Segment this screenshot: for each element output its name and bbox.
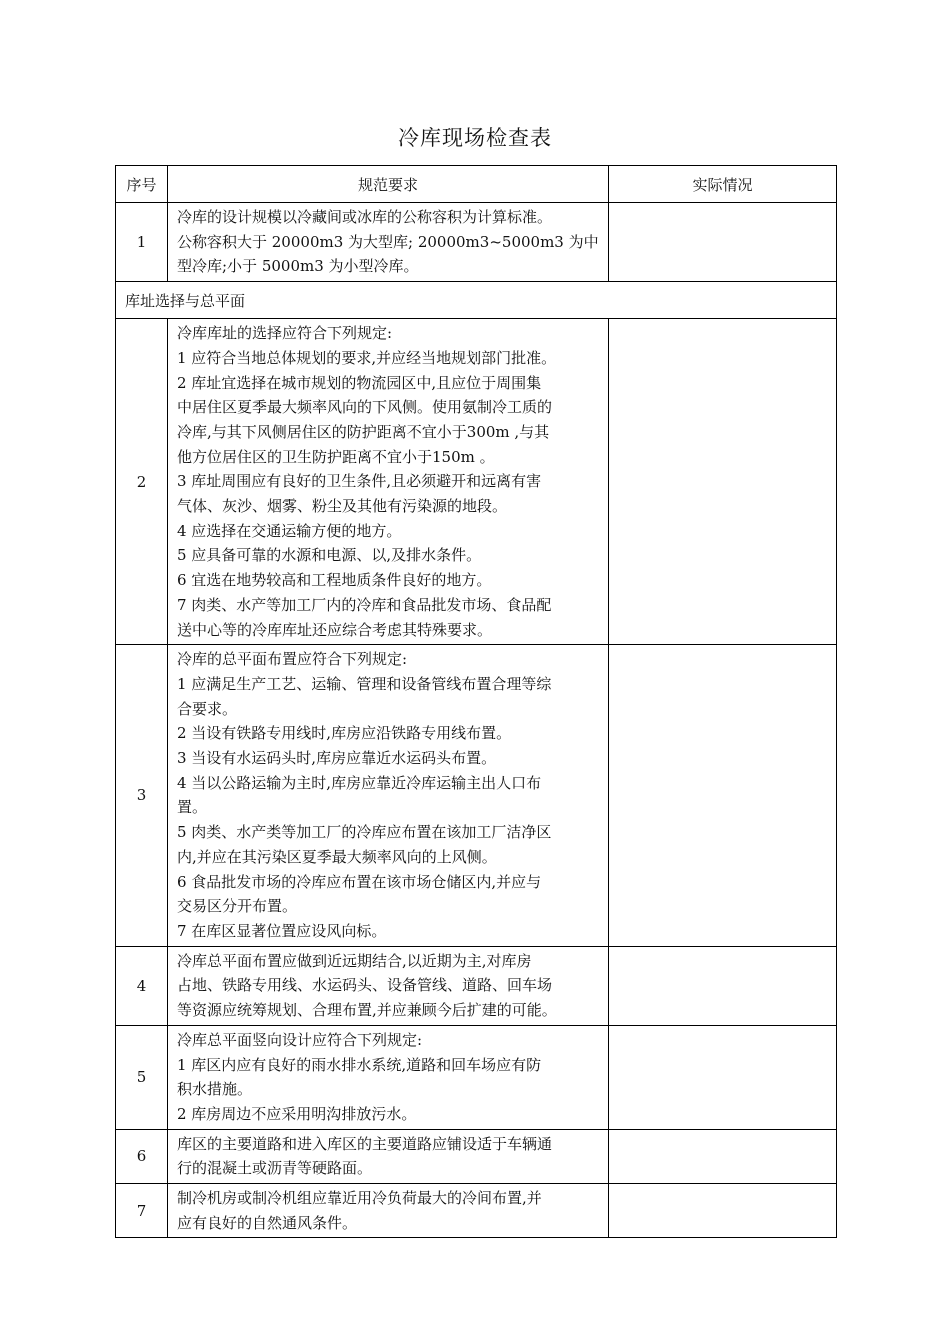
header-no: 序号 (116, 166, 168, 203)
requirement-line: 冷库总平面竖向设计应符合下列规定: (177, 1030, 423, 1049)
actual-cell[interactable] (609, 645, 837, 946)
requirement-line: 1 应符合当地总体规划的要求,并应经当地规划部门批准。 (177, 348, 557, 367)
requirement-line: 2 当设有铁路专用线时,库房应沿铁路专用线布置。 (177, 724, 512, 743)
requirement-line: 冷库的设计规模以冷藏间或冰库的公称容积为计算标准。 (177, 208, 553, 226)
requirement-line: 1 应满足生产工艺、运输、管理和设备管线布置合理等综 (177, 674, 552, 693)
requirement-line: 冷库,与其下风侧居住区的防护距离不宜小于300m ,与其 (177, 422, 550, 441)
table-row (116, 1025, 837, 1129)
requirement-line: 他方位居住区的卫生防护距离不宜小于150m 。 (177, 447, 495, 466)
requirement-cell (168, 1129, 609, 1183)
requirement-cell (168, 203, 609, 282)
requirement-line: 型冷库;小于 5000m3 为小型冷库。 (177, 257, 419, 276)
requirement-line: 库区的主要道路和进入库区的主要道路应铺设适于车辆通 (177, 1134, 553, 1153)
table-header-row (116, 166, 837, 203)
requirement-line: 冷库的总平面布置应符合下列规定: (177, 650, 408, 669)
table-row (116, 203, 837, 282)
row-number: 3 (116, 645, 168, 946)
requirement-line: 冷库库址的选择应符合下列规定: (177, 324, 393, 343)
table-row (116, 1184, 837, 1238)
requirement-line: 1 库区内应有良好的雨水排水系统,道路和回车场应有防 (177, 1055, 542, 1074)
requirement-line: 中居住区夏季最大频率风向的下风侧。使用氨制冷工质的 (177, 398, 553, 417)
requirement-line: 4 应选择在交通运输方便的地方。 (177, 521, 402, 540)
requirement-line: 送中心等的冷库库址还应综合考虑其特殊要求。 (177, 620, 493, 639)
requirement-cell (168, 319, 609, 645)
row-number: 4 (116, 946, 168, 1025)
actual-cell[interactable] (609, 203, 837, 282)
requirement-line: 冷库总平面布置应做到近远期结合,以近期为主,对库房 (177, 951, 532, 970)
requirement-line: 气体、灰沙、烟雾、粉尘及其他有污染源的地段。 (177, 497, 508, 516)
requirement-line: 4 当以公路运输为主时,库房应靠近冷库运输主出人口布 (177, 773, 542, 792)
requirement-line: 行的混凝土或沥青等硬路面。 (177, 1159, 373, 1178)
actual-cell[interactable] (609, 1129, 837, 1183)
table-row (116, 946, 837, 1025)
requirement-line: 2 库房周边不应采用明沟排放污水。 (177, 1104, 417, 1123)
requirement-line: 7 肉类、水产等加工厂内的冷库和食品批发市场、食品配 (177, 595, 552, 614)
actual-cell[interactable] (609, 1184, 837, 1238)
requirement-line: 2 库址宜选择在城市规划的物流园区中,且应位于周围集 (177, 373, 542, 392)
requirement-line: 7 在库区显著位置应设风向标。 (177, 921, 387, 940)
requirement-line: 制冷机房或制冷机组应靠近用冷负荷最大的冷间布置,并 (177, 1189, 542, 1208)
requirement-line: 5 肉类、水产类等加工厂的冷库应布置在该加工厂洁净区 (177, 823, 552, 842)
requirement-line: 交易区分开布置。 (177, 897, 298, 916)
table-row (116, 319, 837, 645)
actual-cell[interactable] (609, 1025, 837, 1129)
header-actual: 实际情况 (609, 166, 837, 203)
row-number: 7 (116, 1184, 168, 1238)
requirement-line: 内,并应在其污染区夏季最大频率风向的上风侧。 (177, 847, 497, 866)
inspection-table (115, 165, 837, 1238)
requirement-line: 积水措施。 (177, 1080, 253, 1099)
row-number: 6 (116, 1129, 168, 1183)
requirement-line: 6 宜选在地势较高和工程地质条件良好的地方。 (177, 571, 492, 590)
requirement-cell (168, 1184, 609, 1238)
requirement-line: 6 食品批发市场的冷库应布置在该市场仓储区内,并应与 (177, 872, 542, 891)
actual-cell[interactable] (609, 319, 837, 645)
table-row (116, 645, 837, 946)
requirement-line: 3 当设有水运码头时,库房应靠近水运码头布置。 (177, 749, 497, 768)
requirement-cell (168, 946, 609, 1025)
requirement-line: 公称容积大于 20000m3 为大型库; 20000m3~5000m3 为中 (177, 232, 599, 251)
row-number: 2 (116, 319, 168, 645)
row-number: 5 (116, 1025, 168, 1129)
actual-cell[interactable] (609, 946, 837, 1025)
header-requirement: 规范要求 (168, 166, 609, 203)
table-row (116, 1129, 837, 1183)
page-title: 冷库现场检查表 (398, 126, 552, 150)
requirement-line: 置。 (177, 798, 208, 817)
requirement-line: 占地、铁路专用线、水运码头、设备管线、道路、回车场 (177, 976, 553, 995)
requirement-line: 5 应具备可靠的水源和电源、以,及排水条件。 (177, 546, 482, 565)
section-title: 库址选择与总平面 (116, 282, 837, 319)
requirement-line: 等资源应统筹规划、合理布置,并应兼顾今后扩建的可能。 (177, 1001, 557, 1020)
requirement-line: 合要求。 (177, 699, 238, 718)
row-number: 1 (116, 203, 168, 282)
requirement-line: 3 库址周围应有良好的卫生条件,且必须避开和远离有害 (177, 472, 542, 491)
requirement-line: 应有良好的自然通风条件。 (177, 1213, 358, 1232)
section-row (116, 282, 837, 319)
requirement-cell (168, 645, 609, 946)
requirement-cell (168, 1025, 609, 1129)
